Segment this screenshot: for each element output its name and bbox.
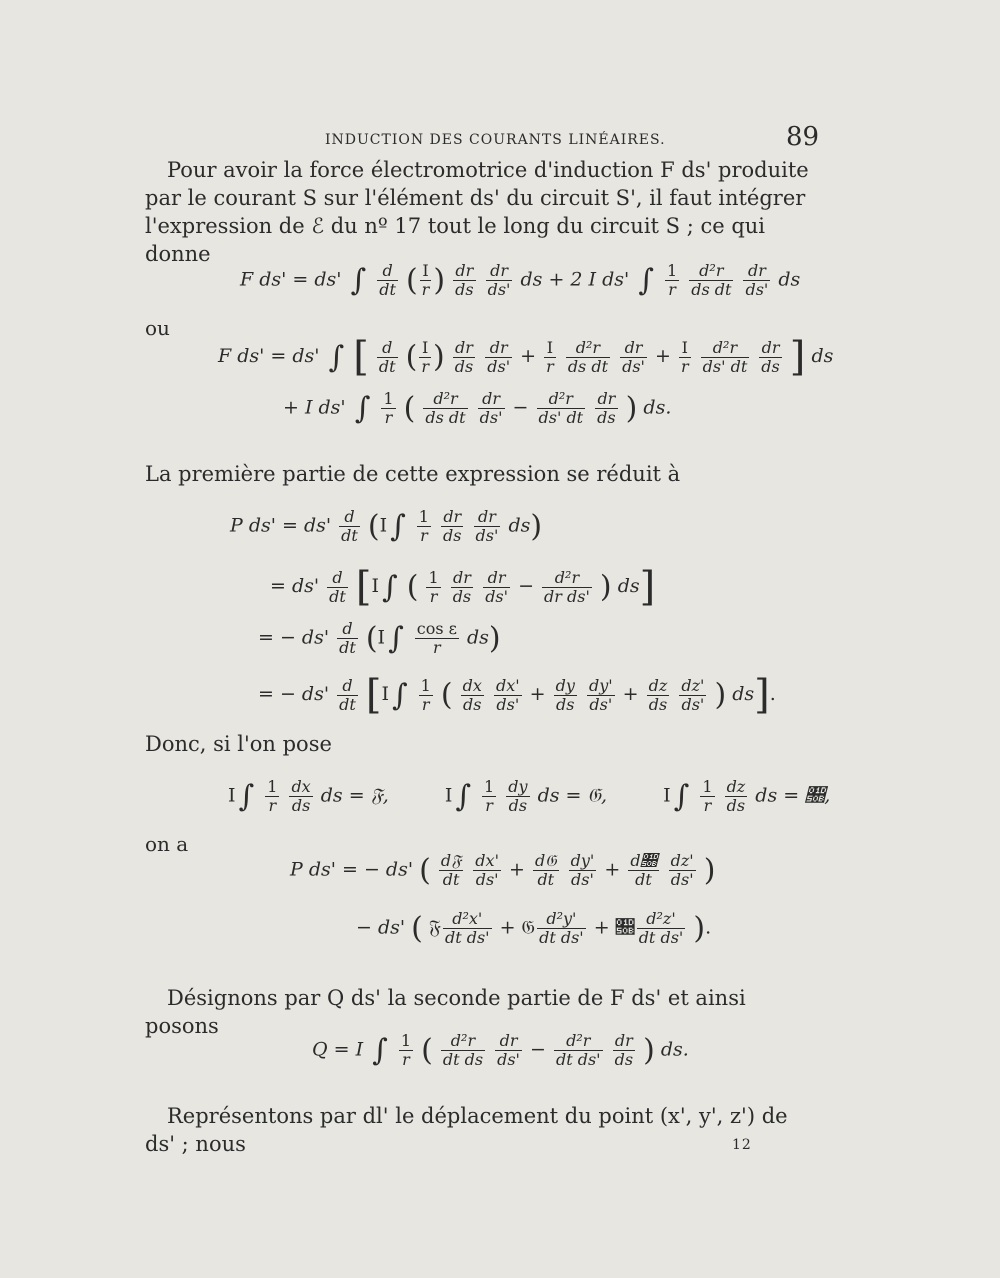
eq4-b: ds = 𝔊, — [537, 784, 608, 807]
fraction: $\frac{1}{r}$ — [383, 389, 394, 427]
paren: ( — [367, 509, 380, 544]
integral-sign: ∫ — [391, 677, 408, 713]
eq5-l1-lhs: P ds' = − ds' — [290, 858, 414, 881]
fraction: $\frac{dr}{ds}$ — [455, 261, 474, 299]
eq6-end: ds. — [660, 1038, 689, 1061]
equation-3-line-2: = ds' $\frac{d}{dt}$ [I ∫ ( $\frac{1}{r}$ $\frac{dr}{ds}$ $\frac{dr}{ds'}$ − $\frac{\text{d²r}}{\text{dr ds'}}$ ) ds] — [270, 564, 656, 610]
eq4-c: ds = 𝔋, — [755, 784, 831, 807]
integral-sign: ∫ — [673, 779, 690, 814]
fraction: $\frac{d}{dt}$ — [329, 567, 346, 606]
equation-5-line-1: P ds' = − ds' ( $\frac{\text{d𝔉}}{dt}$ $\frac{dx'}{ds'}$ + $\frac{\text{d𝔊}}{dt}$ $\frac{dy'}{ds'}$ + $\frac{d𝔋}{dt}$ $\frac{dz'}{ds'}$ ) — [290, 851, 716, 889]
fraction: $\frac{d𝔋}{dt}$ — [630, 851, 657, 889]
fraction: $\frac{d}{dt}$ — [339, 619, 356, 657]
eq2b-lhs: + I ds' — [283, 396, 346, 419]
fraction: $\frac{dr}{ds}$ — [614, 1031, 634, 1069]
fraction: $\frac{\text{d²z'}}{\text{dt ds'}}$ — [638, 909, 684, 947]
paren: ) — [625, 391, 638, 426]
fraction: $\frac{dx'}{ds'}$ — [475, 851, 499, 889]
paren: ) — [703, 853, 716, 888]
fraction: $\frac{dy'}{ds'}$ — [570, 851, 595, 889]
fraction: $\frac{dr}{ds'}$ — [487, 337, 511, 376]
fraction: $\frac{dr}{ds'}$ — [497, 1031, 520, 1069]
paren: ( — [405, 263, 418, 298]
paren: ( — [403, 391, 416, 426]
page-header — [0, 122, 1000, 158]
fraction: $\frac{\text{d²r}}{\text{ds dt}}$ — [567, 337, 609, 376]
fraction: $\frac{\text{d²r}}{\text{ds dt}}$ — [691, 261, 732, 299]
fraction: $\frac{\text{d²r}}{\text{dt ds'}}$ — [555, 1031, 601, 1069]
bracket: ] — [639, 564, 656, 610]
fraction: $\frac{dr}{ds}$ — [597, 389, 616, 427]
fraction: $\frac{dx}{ds}$ — [462, 675, 482, 714]
equation-3-line-1: P ds' = ds' $\frac{d}{dt}$ (I ∫ $\frac{1}{r}$ $\frac{dr}{ds}$ $\frac{dr}{ds'}$ ds) — [230, 507, 543, 545]
paren: ( — [419, 853, 431, 888]
fraction: $\frac{d}{dt}$ — [378, 337, 396, 376]
eq3-l1-lhs: P ds' = ds' — [230, 514, 332, 537]
equation-3-line-3: = − ds' $\frac{d}{dt}$ (I ∫ $\frac{\text{cos ε}}{r}$ ds) — [258, 619, 501, 657]
fraction: $\frac{dx'}{ds'}$ — [495, 675, 520, 714]
equation-6: Q = I ∫ $\frac{1}{r}$ ( $\frac{\text{d²r}}{\text{dt ds}}$ $\frac{dr}{ds'}$ − $\frac{\text{d²r}}{\text{dt ds'}}$ $\frac{dr}{ds}$ ) ds. — [312, 1031, 689, 1069]
paren: ) — [599, 569, 612, 605]
fraction: $\frac{d}{dt}$ — [339, 675, 356, 714]
paren: ( — [411, 911, 423, 946]
paren: ( — [440, 677, 453, 713]
fraction: $\frac{dr}{ds}$ — [443, 507, 462, 545]
fraction: $\frac{dr}{ds'}$ — [745, 261, 769, 299]
bracket: [ — [365, 672, 382, 718]
eq1-end: ds — [778, 268, 801, 291]
paren: ) — [433, 263, 446, 298]
integral-sign: ∫ — [382, 569, 398, 605]
page-number: 89 — [786, 122, 820, 152]
fraction: $\frac{dr}{ds}$ — [454, 337, 474, 376]
fraction: $\frac{I}{r}$ — [421, 337, 429, 376]
equation-1 — [240, 262, 800, 299]
eq2-lhs: F ds' = ds' — [218, 345, 320, 367]
bracket: ] — [789, 334, 806, 380]
paren: ) — [693, 911, 706, 946]
fraction: $\frac{I}{r}$ — [680, 337, 689, 376]
fraction: $\frac{dr}{ds'}$ — [485, 567, 509, 606]
fraction: $\frac{\text{d²y'}}{\text{dt ds'}}$ — [539, 909, 584, 947]
integral-sign: ∫ — [350, 263, 367, 298]
fraction: $\frac{1}{r}$ — [418, 507, 429, 545]
paragraph-5: Représentons par dl' le déplacement du point (x', y', z') de ds' ; nous — [145, 1104, 788, 1156]
fraction: $\frac{\text{d𝔉}}{dt}$ — [440, 851, 462, 889]
fraction: $\frac{dr}{ds'}$ — [622, 337, 645, 376]
fraction: $\frac{dr}{ds}$ — [761, 337, 780, 376]
fraction: $\frac{1}{r}$ — [267, 777, 278, 815]
fraction: $\frac{dz}{ds}$ — [726, 777, 746, 815]
fraction: $\frac{d}{dt}$ — [341, 507, 358, 545]
equation-2: F ds' = ds' ∫ [ $\frac{d}{dt}$ ( $\frac{I}{r}$ ) $\frac{dr}{ds}$ $\frac{dr}{ds'}$ + $\frac{I}{r}$ $\frac{\text{d²r}}{\text{ds dt}}$ $\frac{dr}{ds'}$ + $\frac{I}{r}$ $\frac{\text{d²r}}{ds' dt}$ $\frac{dr}{ds}$ ] ds — [218, 334, 834, 380]
eq3-l4-lhs: = − ds' — [258, 683, 330, 705]
bracket: ] — [754, 672, 770, 718]
eq4-a: ds = 𝔉, — [320, 784, 389, 807]
equation-3-line-4: = − ds' $\frac{d}{dt}$ [I ∫ $\frac{1}{r}$ ( $\frac{dx}{ds}$ $\frac{dx'}{ds'}$ + $\frac{dy}{ds}$ $\frac{dy'}{ds'}$ + $\frac{dz}{ds}$ $\frac{dz'}{ds'}$ ) ds]. — [258, 672, 776, 718]
fraction: $\frac{\text{d²r}}{\text{ds dt}}$ — [425, 389, 466, 427]
fraction: $\frac{1}{r}$ — [666, 261, 678, 299]
paren: ( — [421, 1033, 433, 1068]
fraction: $\frac{1}{r}$ — [702, 777, 713, 815]
fraction: $\frac{\text{d²r}}{ds' dt}$ — [702, 337, 748, 376]
paren: ) — [432, 339, 445, 375]
eq1-lhs: F ds' = ds' — [240, 268, 342, 291]
fraction: $\frac{1}{r}$ — [420, 675, 431, 714]
integral-sign: ∫ — [388, 621, 404, 656]
fraction: $\frac{1}{r}$ — [400, 1031, 412, 1069]
paren: ( — [365, 621, 378, 656]
paragraph-4: Désignons par Q ds' la seconde partie de F ds' et ainsi posons — [145, 986, 746, 1038]
fraction: $\frac{\text{d²r}}{\text{dr ds'}}$ — [544, 567, 590, 606]
fraction: $\frac{1}{r}$ — [484, 777, 495, 815]
fraction: $\frac{\text{d²r}}{ds' dt}$ — [538, 389, 584, 427]
bracket: [ — [355, 564, 372, 610]
integral-sign: ∫ — [455, 779, 471, 814]
paragraph-1: Pour avoir la force électromotrice d'induction F ds' produite par le courant S sur l'élément ds' du circuit S', il faut intégrer l'expression de ℰ du nº 17 tout le long du circuit S ; ce qui donne — [145, 158, 809, 266]
fraction: $\frac{dy}{ds}$ — [508, 777, 528, 815]
running-title: INDUCTION DES COURANTS LINÉAIRES. — [325, 132, 666, 148]
equation-5-line-2: − ds' ( 𝔉 $\frac{\text{d²x'}}{\text{dt ds'}}$ + 𝔊 $\frac{\text{d²y'}}{\text{dt ds'}}$ + 𝔋 $\frac{\text{d²z'}}{\text{dt ds'}}$ ). — [356, 909, 712, 947]
fraction: $\frac{\text{cos ε}}{r}$ — [416, 619, 457, 657]
paren: ) — [488, 621, 501, 656]
fraction: $\frac{dr}{ds}$ — [452, 567, 472, 606]
fraction: $\frac{dz'}{ds'}$ — [670, 851, 694, 889]
paragraph-3: Donc, si l'on pose — [145, 732, 332, 756]
fraction: $\frac{I}{r}$ — [421, 261, 430, 299]
equation-2-line-2: + I ds' ∫ $\frac{1}{r}$ ( $\frac{\text{d²r}}{\text{ds dt}}$ $\frac{dr}{ds'}$ − $\frac{\text{d²r}}{ds' dt}$ $\frac{dr}{ds}$ ) ds. — [283, 389, 672, 427]
eq5-l2-lhs: − ds' — [356, 916, 406, 939]
integral-sign: ∫ — [354, 391, 371, 426]
fraction: $\frac{dy'}{ds'}$ — [588, 675, 613, 714]
fraction: $\frac{dr}{ds'}$ — [475, 507, 499, 545]
eq1-term: ds + 2 I ds' — [520, 268, 630, 291]
bracket: [ — [353, 334, 369, 380]
integral-sign: ∫ — [328, 339, 345, 375]
fraction: $\frac{I}{r}$ — [546, 337, 554, 376]
eq2b-end: ds. — [643, 396, 672, 419]
eq3-l2-lhs: = ds' — [270, 575, 320, 597]
word-ou: ou — [145, 316, 170, 340]
integral-sign: ∫ — [372, 1033, 388, 1068]
paragraph-2: La première partie de cette expression se réduit à — [145, 462, 681, 486]
fraction: $\frac{dr}{ds'}$ — [487, 261, 511, 299]
paren: ( — [405, 339, 418, 375]
word-on-a: on a — [145, 832, 189, 856]
fraction: $\frac{dz}{ds}$ — [648, 675, 668, 714]
eq6-lhs: Q = I — [312, 1038, 364, 1061]
integral-sign: ∫ — [238, 779, 255, 814]
fraction: $\frac{d}{dt}$ — [379, 261, 396, 299]
fraction: $\frac{dr}{ds'}$ — [479, 389, 503, 427]
paren: ) — [643, 1033, 655, 1068]
eq3-l3-lhs: = − ds' — [258, 626, 330, 649]
equation-4: I ∫ $\frac{1}{r}$ $\frac{dx}{ds}$ ds = 𝔉, I ∫ $\frac{1}{r}$ $\frac{dy}{ds}$ ds = 𝔊, I ∫ $\frac{1}{r}$ $\frac{dz}{ds}$ ds = 𝔋, — [228, 777, 831, 815]
fraction: $\frac{\text{d²r}}{\text{dt ds}}$ — [442, 1031, 484, 1069]
fraction: $\frac{dx}{ds}$ — [291, 777, 311, 815]
paren: ) — [714, 677, 727, 713]
fraction: $\frac{dz'}{ds'}$ — [681, 675, 705, 714]
fraction: $\frac{dy}{ds}$ — [555, 675, 575, 714]
fraction: $\frac{\text{d𝔊}}{dt}$ — [534, 851, 557, 889]
eq2-end: ds — [811, 345, 834, 367]
paren: ) — [530, 509, 543, 544]
integral-sign: ∫ — [638, 263, 654, 298]
paren: ( — [406, 569, 419, 605]
integral-sign: ∫ — [390, 509, 406, 544]
fraction: $\frac{\text{d²x'}}{\text{dt ds'}}$ — [444, 909, 490, 947]
fraction: $\frac{1}{r}$ — [428, 567, 439, 606]
signature-mark: 12 — [732, 1137, 752, 1153]
